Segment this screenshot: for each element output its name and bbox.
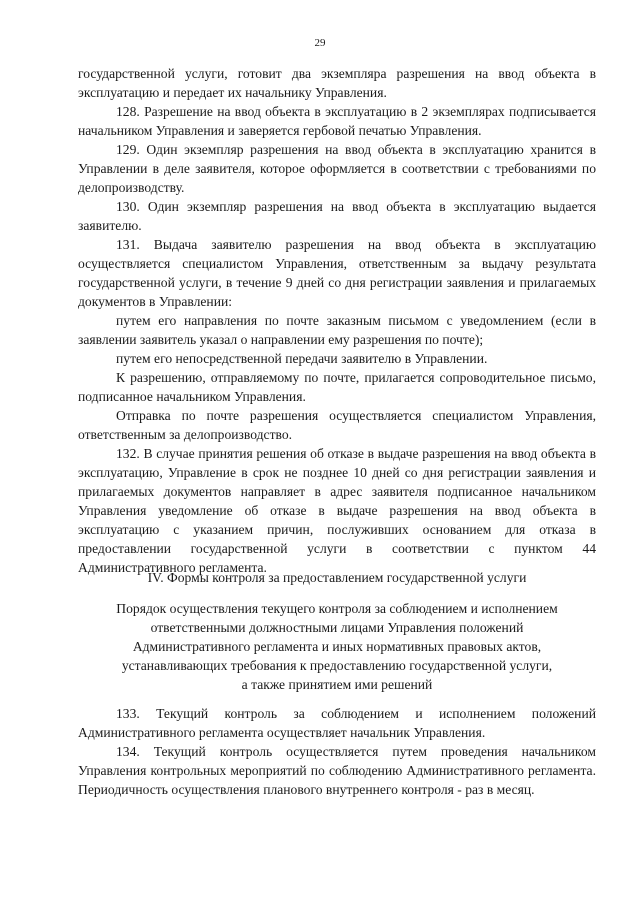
paragraph: 134. Текущий контроль осуществляется путем проведения начальником Управления контрольных мероприятий по соблюдению Административного регламента. Периодичность осуществления планового внутреннего контроля - раз в месяц.	[78, 744, 596, 797]
paragraph: 131. Выдача заявителю разрешения на ввод объекта в эксплуатацию осуществляется специалистом Управления, ответственным за выдачу результата государственной услуги, в течение 9 дней со дня регистрации заявления и прилагаемых документов в Управлении:	[78, 237, 596, 309]
paragraph: путем его направления по почте заказным письмом с уведомлением (если в заявлении заявитель указал о направлении ему разрешения по почте);	[78, 313, 596, 347]
body-text-top	[78, 64, 596, 577]
paragraph: Отправка по почте разрешения осуществляется специалистом Управления, ответственным за делопроизводство.	[78, 408, 596, 442]
paragraph: 133. Текущий контроль за соблюдением и исполнением положений Административного регламента осуществляет начальник Управления.	[78, 706, 596, 740]
subsection-heading-line: Административного регламента и иных нормативных правовых актов,	[132, 639, 542, 654]
section-heading: IV. Формы контроля за предоставлением государственной услуги	[147, 570, 527, 585]
subsection-heading-line: а также принятием ими решений	[241, 677, 433, 692]
subsection-heading-line: устанавливающих требования к предоставлению государственной услуги,	[121, 658, 553, 673]
paragraph: 132. В случае принятия решения об отказе в выдаче разрешения на ввод объекта в эксплуатацию, Управление в срок не позднее 10 дней со дня регистрации заявления и прилагаемых документов направляет в адрес заявителя подписанное начальником Управления уведомление об отказе в выдаче разрешения на ввод объекта в эксплуатацию с указанием причин, послуживших основанием для отказа в предоставлении государственной услуги в соответствии с пунктом 44 Административного регламента.	[78, 446, 596, 575]
paragraph: 130. Один экземпляр разрешения на ввод объекта в эксплуатацию выдается заявителю.	[78, 199, 596, 233]
page-number: 29	[314, 37, 326, 49]
paragraph: государственной услуги, готовит два экземпляра разрешения на ввод объекта в эксплуатацию и передает их начальнику Управления.	[78, 66, 596, 100]
subsection-heading-line: Порядок осуществления текущего контроля за соблюдением и исполнением	[116, 601, 558, 616]
paragraph: путем его непосредственной передачи заявителю в Управлении.	[116, 351, 488, 366]
subsection-heading	[78, 599, 596, 694]
subsection-heading-line: ответственными должностными лицами Управления положений	[150, 620, 524, 635]
paragraph: 129. Один экземпляр разрешения на ввод объекта в эксплуатацию хранится в Управлении в деле заявителя, которое оформляется в соответствии с требованиями по делопроизводству.	[78, 142, 596, 195]
paragraph: 128. Разрешение на ввод объекта в эксплуатацию в 2 экземплярах подписывается начальником Управления и заверяется гербовой печатью Управления.	[78, 104, 596, 138]
body-text-bottom	[78, 704, 596, 799]
paragraph: К разрешению, отправляемому по почте, прилагается сопроводительное письмо, подписанное начальником Управления.	[78, 370, 596, 404]
